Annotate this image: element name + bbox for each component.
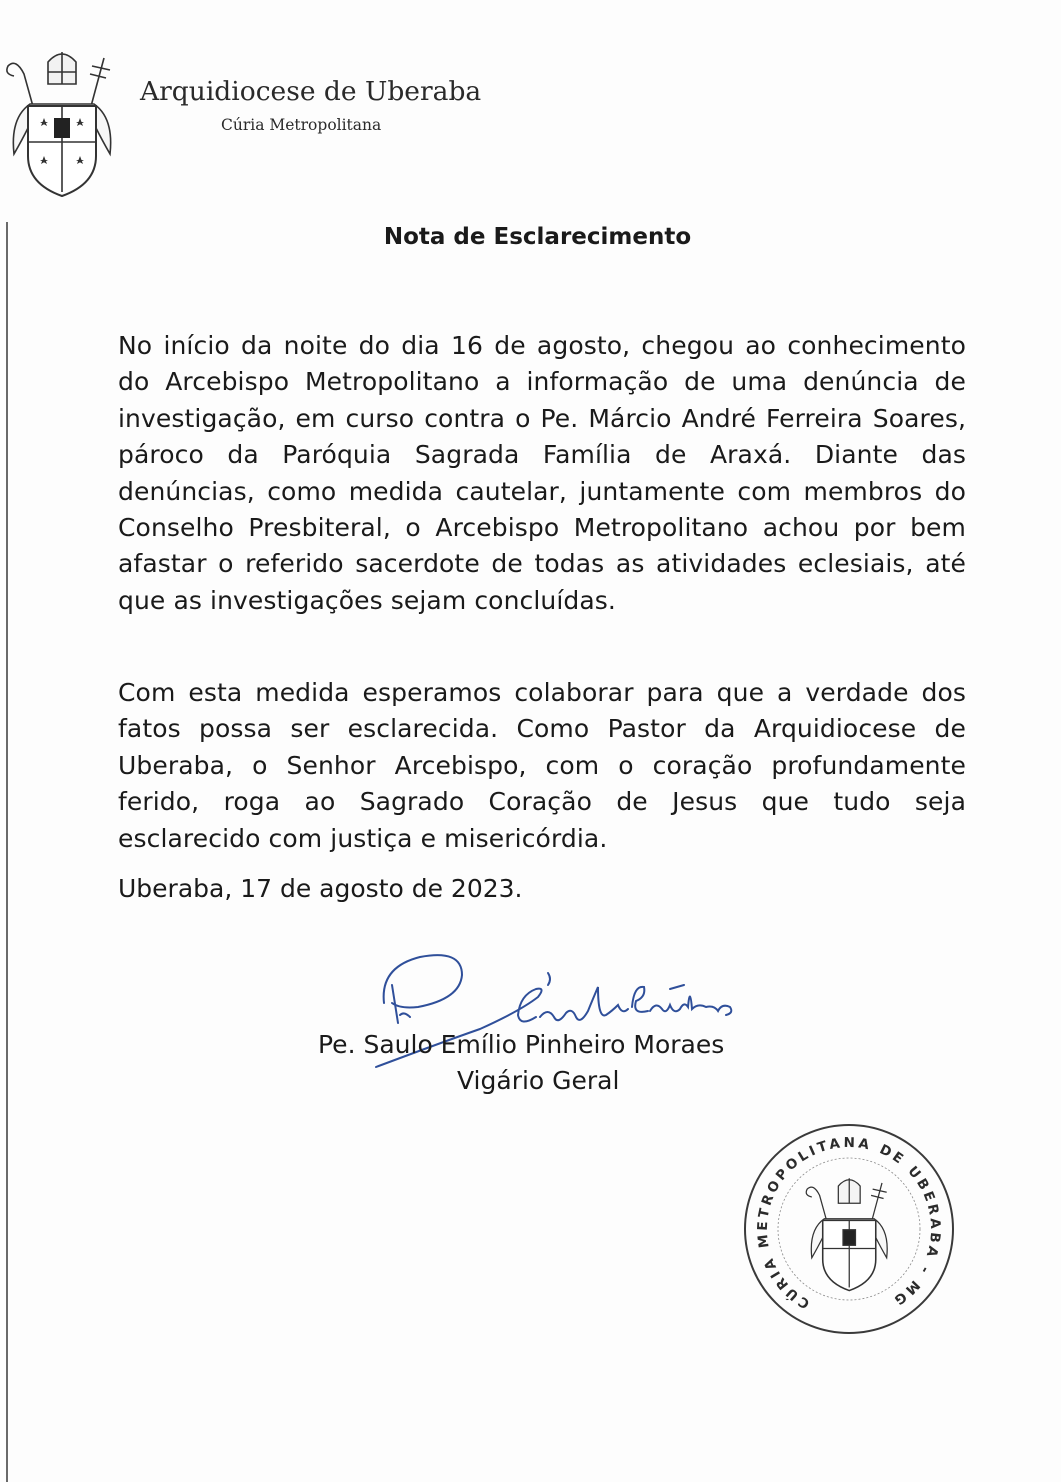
document-title: Nota de Esclarecimento (383, 224, 692, 250)
dateline: Uberaba, 17 de agosto de 2023. (118, 874, 523, 903)
signer-role: Vigário Geral (457, 1066, 620, 1095)
curia-seal-stamp (740, 1120, 958, 1338)
handwritten-signature (370, 945, 770, 1080)
body-paragraph: Com esta medida esperamos colaborar para que a verdade dos fatos possa ser esclarecida. Como Pastor da Arquidiocese de Uberaba, o Senhor Arcebispo, com o coração profundamente ferido, roga ao Sagrado Coração de Jesus que tudo seja esclarecido com justiça e misericórdia. (118, 678, 966, 853)
seal-coat-of-arms-icon (806, 1178, 887, 1290)
organization-name: Arquidiocese de Uberaba (140, 76, 482, 107)
body-paragraph: No início da noite do dia 16 de agosto, chegou ao conhecimento do Arcebispo Metropolitano a informação de uma denúncia de investigação, em curso contra o Pe. Márcio André Ferreira Soares, pároco da Paróquia Sagrada Família de Araxá. Diante das denúncias, como medida cautelar, juntamente com membros do Conselho Presbiteral, o Arcebispo Metropolitano achou por bem afastar o referido sacerdote de todas as atividades eclesiais, até que as investigações sejam concluídas. (118, 331, 966, 615)
signer-name: Pe. Saulo Emílio Pinheiro Moraes (318, 1030, 725, 1059)
archdiocese-coat-of-arms-icon (4, 44, 120, 202)
organization-subtitle: Cúria Metropolitana (221, 116, 382, 134)
page-edge-line (6, 222, 8, 1482)
signature-handwriting-text: Pe. Saulo Emílio (370, 945, 378, 946)
seal-text: CÚRIA METROPOLITANA DE UBERABA - MG (754, 1134, 944, 1312)
